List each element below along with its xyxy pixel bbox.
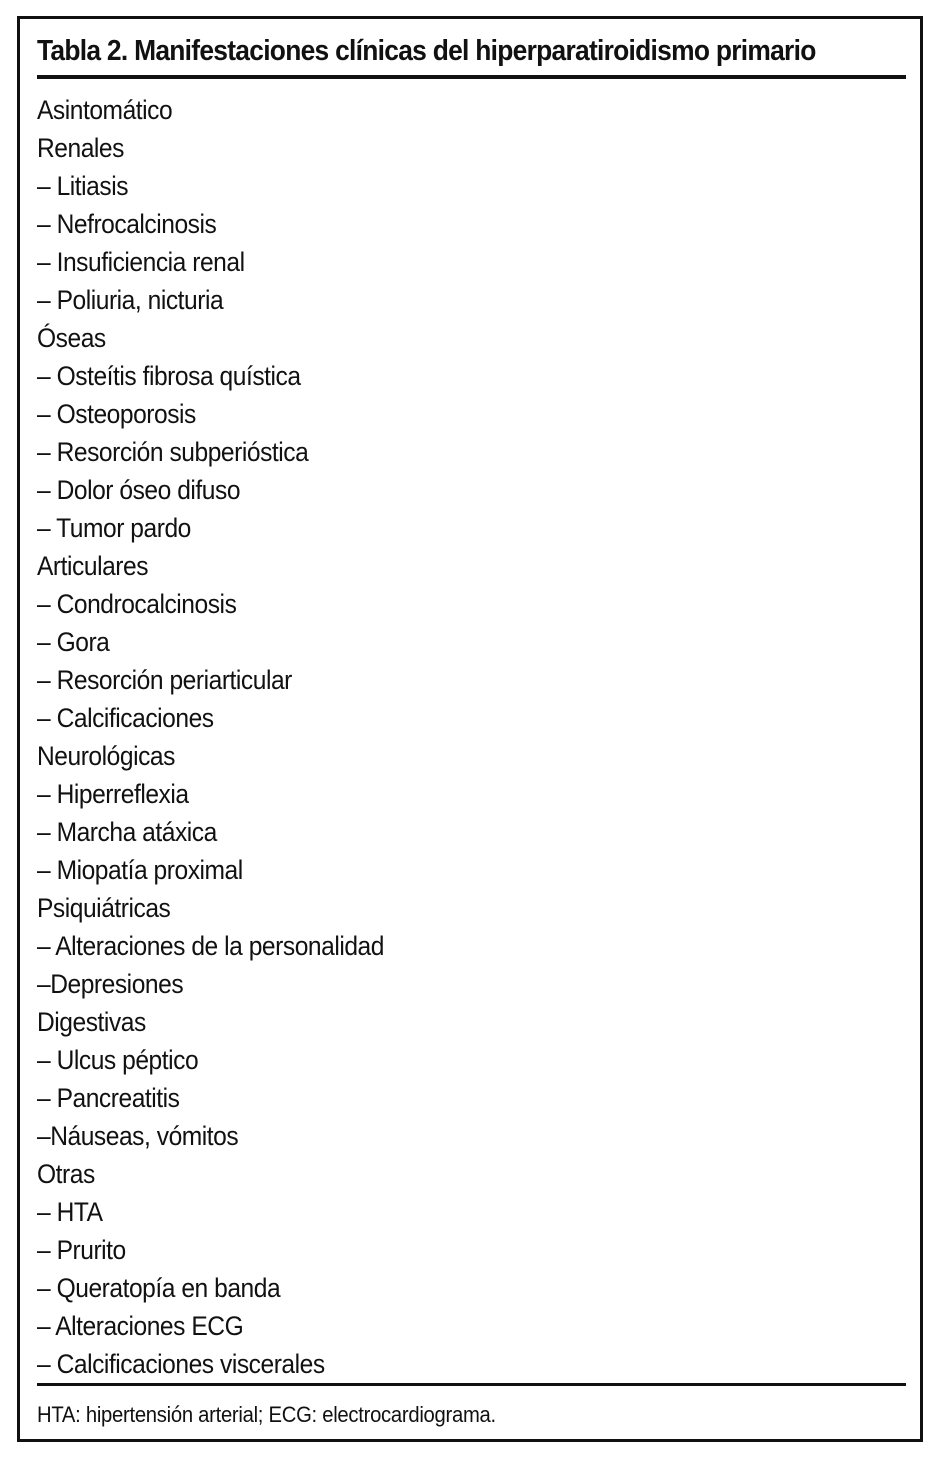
list-item: – Litiasis xyxy=(37,171,129,201)
list-item: – Prurito xyxy=(37,1235,126,1265)
list-item: – Miopatía proximal xyxy=(37,855,243,885)
list-item: – Insuficiencia renal xyxy=(37,247,245,277)
category-heading: Otras xyxy=(37,1159,95,1189)
list-item: – Queratopía en banda xyxy=(37,1273,281,1303)
category-heading: Psiquiátricas xyxy=(37,893,171,923)
category-heading: Renales xyxy=(37,133,124,163)
list-item: – Marcha atáxica xyxy=(37,817,217,847)
title-divider xyxy=(37,75,906,79)
list-item: – Poliuria, nicturia xyxy=(37,285,224,315)
table-title: Tabla 2. Manifestaciones clínicas del hiperparatiroidismo primario xyxy=(37,35,816,67)
list-item: – Gora xyxy=(37,627,110,657)
category-heading: Digestivas xyxy=(37,1007,146,1037)
category-heading: Óseas xyxy=(37,323,106,353)
list-item: – Nefrocalcinosis xyxy=(37,209,217,239)
list-item: – Alteraciones ECG xyxy=(37,1311,244,1341)
list-item: – Calcificaciones viscerales xyxy=(37,1349,325,1379)
category-heading: Asintomático xyxy=(37,95,173,125)
list-item: – Pancreatitis xyxy=(37,1083,180,1113)
list-item: – Osteoporosis xyxy=(37,399,196,429)
list-item: – Calcificaciones xyxy=(37,703,214,733)
category-heading: Articulares xyxy=(37,551,149,581)
manifestations-list xyxy=(37,91,418,1383)
list-item: – Alteraciones de la personalidad xyxy=(37,931,384,961)
list-item: –Náuseas, vómitos xyxy=(37,1121,239,1151)
list-item: – Resorción periarticular xyxy=(37,665,292,695)
list-item: – Hiperreflexia xyxy=(37,779,189,809)
list-item: – Tumor pardo xyxy=(37,513,191,543)
category-heading: Neurológicas xyxy=(37,741,175,771)
footnote-divider xyxy=(37,1383,906,1386)
list-item: – Osteítis fibrosa quística xyxy=(37,361,301,391)
list-item: – Resorción subperióstica xyxy=(37,437,309,467)
list-item: – Condrocalcinosis xyxy=(37,589,237,619)
list-item: –Depresiones xyxy=(37,969,184,999)
list-item: – Ulcus péptico xyxy=(37,1045,199,1075)
list-item: – Dolor óseo difuso xyxy=(37,475,241,505)
table-footnote: HTA: hipertensión arterial; ECG: electrocardiograma. xyxy=(37,1402,496,1427)
list-item: – HTA xyxy=(37,1197,103,1227)
clinical-manifestations-table xyxy=(17,16,923,1442)
